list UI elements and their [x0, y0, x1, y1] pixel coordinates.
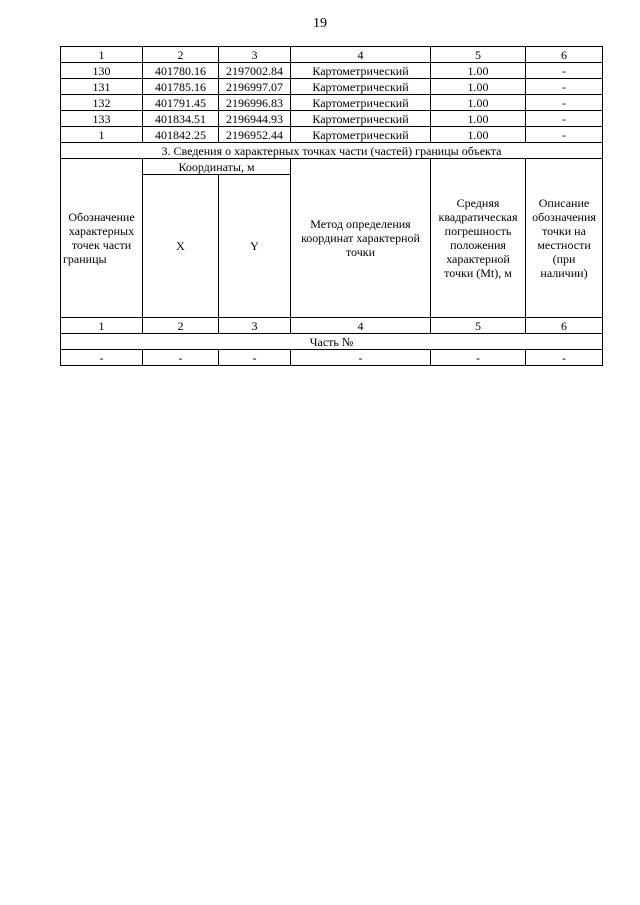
method-cell: Картометрический: [291, 111, 431, 127]
table-row: [61, 95, 603, 111]
coordinates-header: Координаты, м: [143, 159, 291, 175]
y-coordinate-cell: 2196997.07: [219, 79, 291, 95]
accuracy-cell: 1.00: [431, 127, 526, 143]
table-row: [61, 63, 603, 79]
table-header-cell: 1: [61, 47, 143, 63]
section-title: 3. Сведения о характерных точках части (частей) границы объекта: [61, 143, 603, 159]
empty-cell: -: [219, 350, 291, 366]
description-cell: -: [526, 63, 603, 79]
y-coordinate-cell: 2197002.84: [219, 63, 291, 79]
table-header-cell: 4: [291, 47, 431, 63]
x-header: X: [143, 175, 219, 318]
method-cell: Картометрический: [291, 127, 431, 143]
table-header-cell: 2: [143, 318, 219, 334]
table-row: [61, 111, 603, 127]
description-cell: -: [526, 111, 603, 127]
point-id-cell: 133: [61, 111, 143, 127]
y-coordinate-cell: 2196952.44: [219, 127, 291, 143]
description-cell: -: [526, 79, 603, 95]
table-row: [61, 127, 603, 143]
empty-cell: -: [431, 350, 526, 366]
accuracy-cell: 1.00: [431, 95, 526, 111]
table-row: [61, 350, 603, 366]
table-header-cell: 6: [526, 318, 603, 334]
y-header: Y: [219, 175, 291, 318]
section3-header-row: [61, 159, 603, 175]
point-designation-header: Обозначение характерных точек части границы: [61, 159, 143, 318]
method-cell: Картометрический: [291, 95, 431, 111]
x-coordinate-cell: 401842.25: [143, 127, 219, 143]
part-label-row: [61, 334, 603, 350]
description-header: Описание обозначения точки на местности (при наличии): [526, 159, 603, 318]
method-cell: Картометрический: [291, 63, 431, 79]
method-cell: Картометрический: [291, 79, 431, 95]
point-id-cell: 131: [61, 79, 143, 95]
empty-cell: -: [61, 350, 143, 366]
accuracy-header: Средняя квадратическая погрешность положения характерной точки (Mt), м: [431, 159, 526, 318]
y-coordinate-cell: 2196996.83: [219, 95, 291, 111]
table-header-cell: 5: [431, 318, 526, 334]
page-number: 19: [313, 16, 327, 31]
table-header-cell: 6: [526, 47, 603, 63]
accuracy-cell: 1.00: [431, 63, 526, 79]
x-coordinate-cell: 401785.16: [143, 79, 219, 95]
empty-cell: -: [143, 350, 219, 366]
boundary-points-table: [60, 46, 603, 366]
table-header-cell: 4: [291, 318, 431, 334]
description-cell: -: [526, 95, 603, 111]
table-header-cell: 2: [143, 47, 219, 63]
x-coordinate-cell: 401780.16: [143, 63, 219, 79]
description-cell: -: [526, 127, 603, 143]
section-title-row: [61, 143, 603, 159]
y-coordinate-cell: 2196944.93: [219, 111, 291, 127]
x-coordinate-cell: 401834.51: [143, 111, 219, 127]
point-id-cell: 132: [61, 95, 143, 111]
empty-cell: -: [291, 350, 431, 366]
point-id-cell: 1: [61, 127, 143, 143]
part-label: Часть №: [61, 334, 603, 350]
table-header-cell: 5: [431, 47, 526, 63]
section3-number-row: [61, 318, 603, 334]
x-coordinate-cell: 401791.45: [143, 95, 219, 111]
accuracy-cell: 1.00: [431, 79, 526, 95]
point-id-cell: 130: [61, 63, 143, 79]
table-header-cell: 1: [61, 318, 143, 334]
accuracy-cell: 1.00: [431, 111, 526, 127]
table-header-cell: 3: [219, 318, 291, 334]
table1-header-row: [61, 47, 603, 63]
table-header-cell: 3: [219, 47, 291, 63]
empty-cell: -: [526, 350, 603, 366]
table-row: [61, 79, 603, 95]
method-header: Метод определения координат характерной точки: [291, 159, 431, 318]
